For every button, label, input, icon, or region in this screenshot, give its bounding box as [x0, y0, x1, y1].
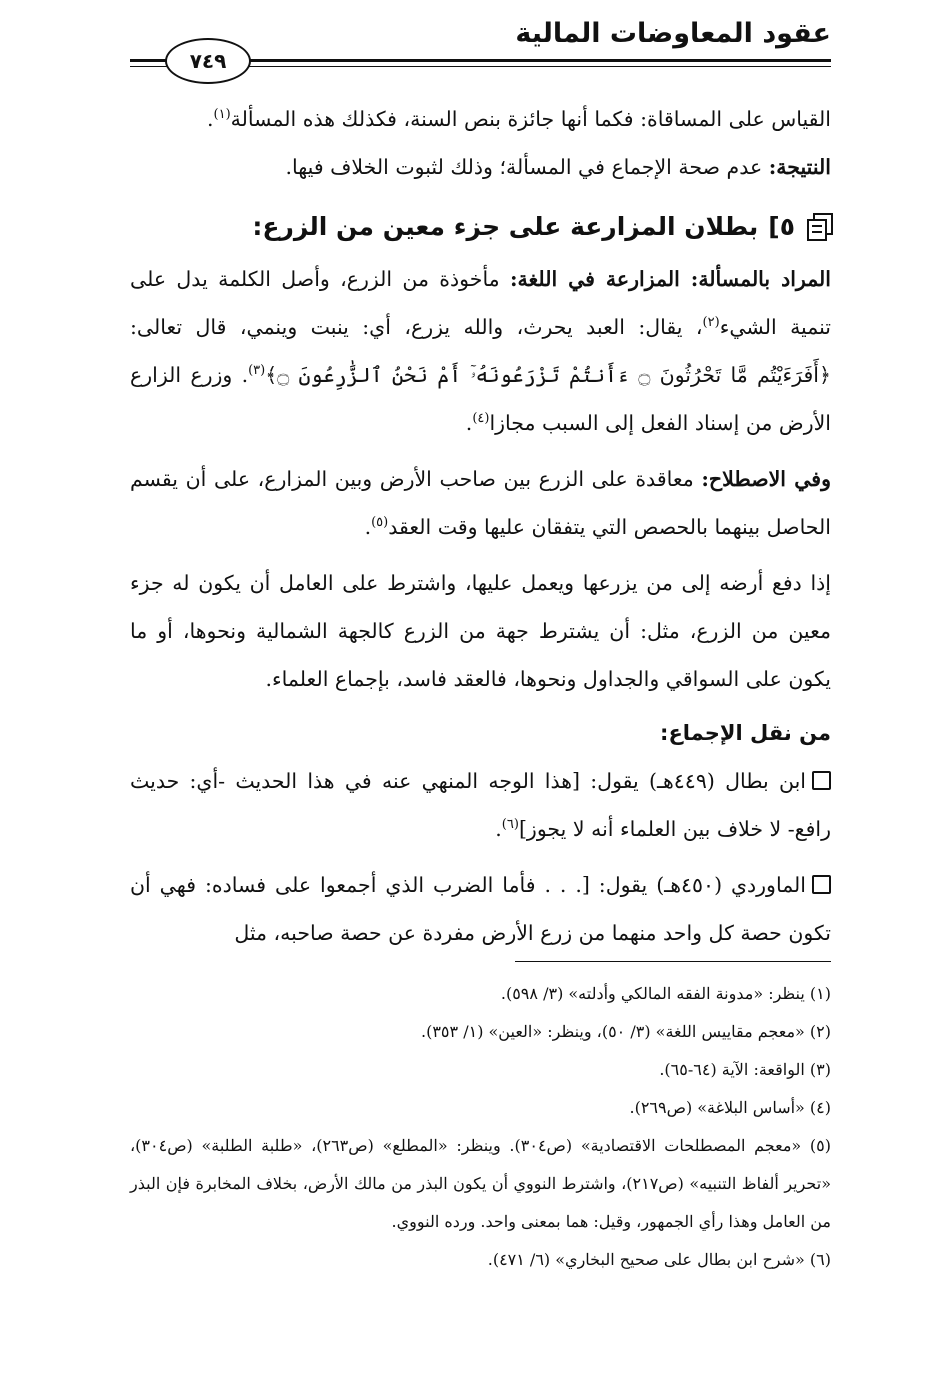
paragraph-ruling: إذا دفع أرضه إلى من يزرعها ويعمل عليها، واشترط على العامل أن يكون له جزء معين من الزرع، مثل: أن يشترط جهة من الزرع كالجهة الشمالية ونحوها، أو ما يكون على السواقي والجداول ونحوها، فالعقد فاسد، بإجماع العلماء. [130, 571, 831, 691]
result-label: النتيجة: [768, 155, 831, 179]
footnote-ref: (٤) [472, 411, 490, 427]
quote-mawardi: الماوردي (٤٥٠هـ) يقول: [. . . فأما الضرب الذي أجمعوا على فساده: فهي أن تكون حصة كل واحد منهما من زرع الأرض مفردة عن حصة صاحبه، مثل [130, 873, 831, 945]
quote-ibn-battal: ابن بطال (٤٤٩هـ) يقول: [هذا الوجه المنهي عنه في هذا الحديث -أي: حديث رافع- لا خلاف بين العلماء أنه لا يجوز]$^{(٦)}$. [130, 769, 831, 841]
section-heading [130, 201, 831, 251]
paragraph-result: النتيجة: عدم صحة الإجماع في المسألة؛ وذلك لثبوت الخلاف فيها. [285, 155, 831, 179]
footnote-ref: (٥) [371, 515, 389, 531]
footnote-4: (٤) «أساس البلاغة» (ص٢٦٩). [629, 1098, 831, 1117]
term-label: وفي الاصطلاح: [701, 467, 831, 491]
checkbox-icon [812, 875, 831, 894]
footnote-separator [515, 961, 831, 962]
footnote-2: (٢) «معجم مقاييس اللغة» (٣/ ٥٠)، وينظر: «العين» (١/ ٣٥٣). [421, 1022, 831, 1041]
definition-label: المراد بالمسألة: المزارعة في اللغة: [509, 267, 831, 291]
heading-number: ٥] [768, 211, 795, 241]
heading-text: بطلان المزارعة على جزء معين من الزرع: [252, 211, 759, 241]
footnote-ref: (١) [213, 107, 231, 123]
footnote-1: (١) ينظر: «مدونة الفقه المالكي وأدلته» (٣/ ٥٩٨). [500, 984, 831, 1003]
footnote-5: (٥) «معجم المصطلحات الاقتصادية» (ص٣٠٤). وينظر: «المطلع» (ص٢٦٣)، «طلبة الطلبة» (ص٣٠٤)، «تحرير ألفاظ التنبيه» (ص٢١٧)، واشترط النووي أن يكون البذر من مالك الأرض، بخلاف المخابرة فإن البذر من العامل وهذا رأي الجمهور، وقيل: هما بمعنى واحد. ورده النووي. [130, 1136, 831, 1231]
footnote-3: (٣) الواقعة: الآية (٦٤-٦٥). [659, 1060, 831, 1079]
footnote-ref: (٢) [702, 315, 720, 331]
subheading-consensus: من نقل الإجماع: [660, 721, 831, 745]
copy-icon [805, 213, 831, 239]
footnote-6: (٦) «شرح ابن بطال على صحيح البخاري» (٦/ ٤٧١). [487, 1250, 831, 1269]
paragraph-definition-term: وفي الاصطلاح: معاقدة على الزرع بين صاحب الأرض وبين المزارع، على أن يقسم الحاصل بينهما بالحصص التي يتفقان عليها وقت العقد$^{(٥)}$. [130, 467, 831, 539]
main-text [130, 95, 831, 957]
page-number: ٧٤٩ [165, 38, 251, 84]
paragraph-definition-language: المراد بالمسألة: المزارعة في اللغة: مأخوذة من الزرع، وأصل الكلمة يدل على تنمية الشيء$^{(٢)}$، يقال: العبد يحرث، والله يزرع، أي: ينبت وينمي، قال تعالى: ﴿أَفَرَءَيْتُم مَّا تَحْرُثُونَ ۝ ءَأَنتُمْ تَزْرَعُونَهُۥٓ أَمْ نَحْنُ ٱلزَّٰرِعُونَ ۝﴾$^{(٣)}$. وزرع الزارع الأرض من إسناد الفعل إلى السبب مجازا$^{(٤)}$. [130, 267, 832, 435]
footnote-ref: (٦) [501, 817, 519, 833]
footnote-ref: (٣) [248, 363, 266, 379]
footnotes [130, 975, 831, 1279]
running-title: عقود المعاوضات المالية [515, 18, 831, 49]
paragraph-analogy: القياس على المساقاة: فكما أنها جائزة بنص السنة، فكذلك هذه المسألة$^{(١)}$. [206, 107, 831, 131]
checkbox-icon [812, 771, 831, 790]
